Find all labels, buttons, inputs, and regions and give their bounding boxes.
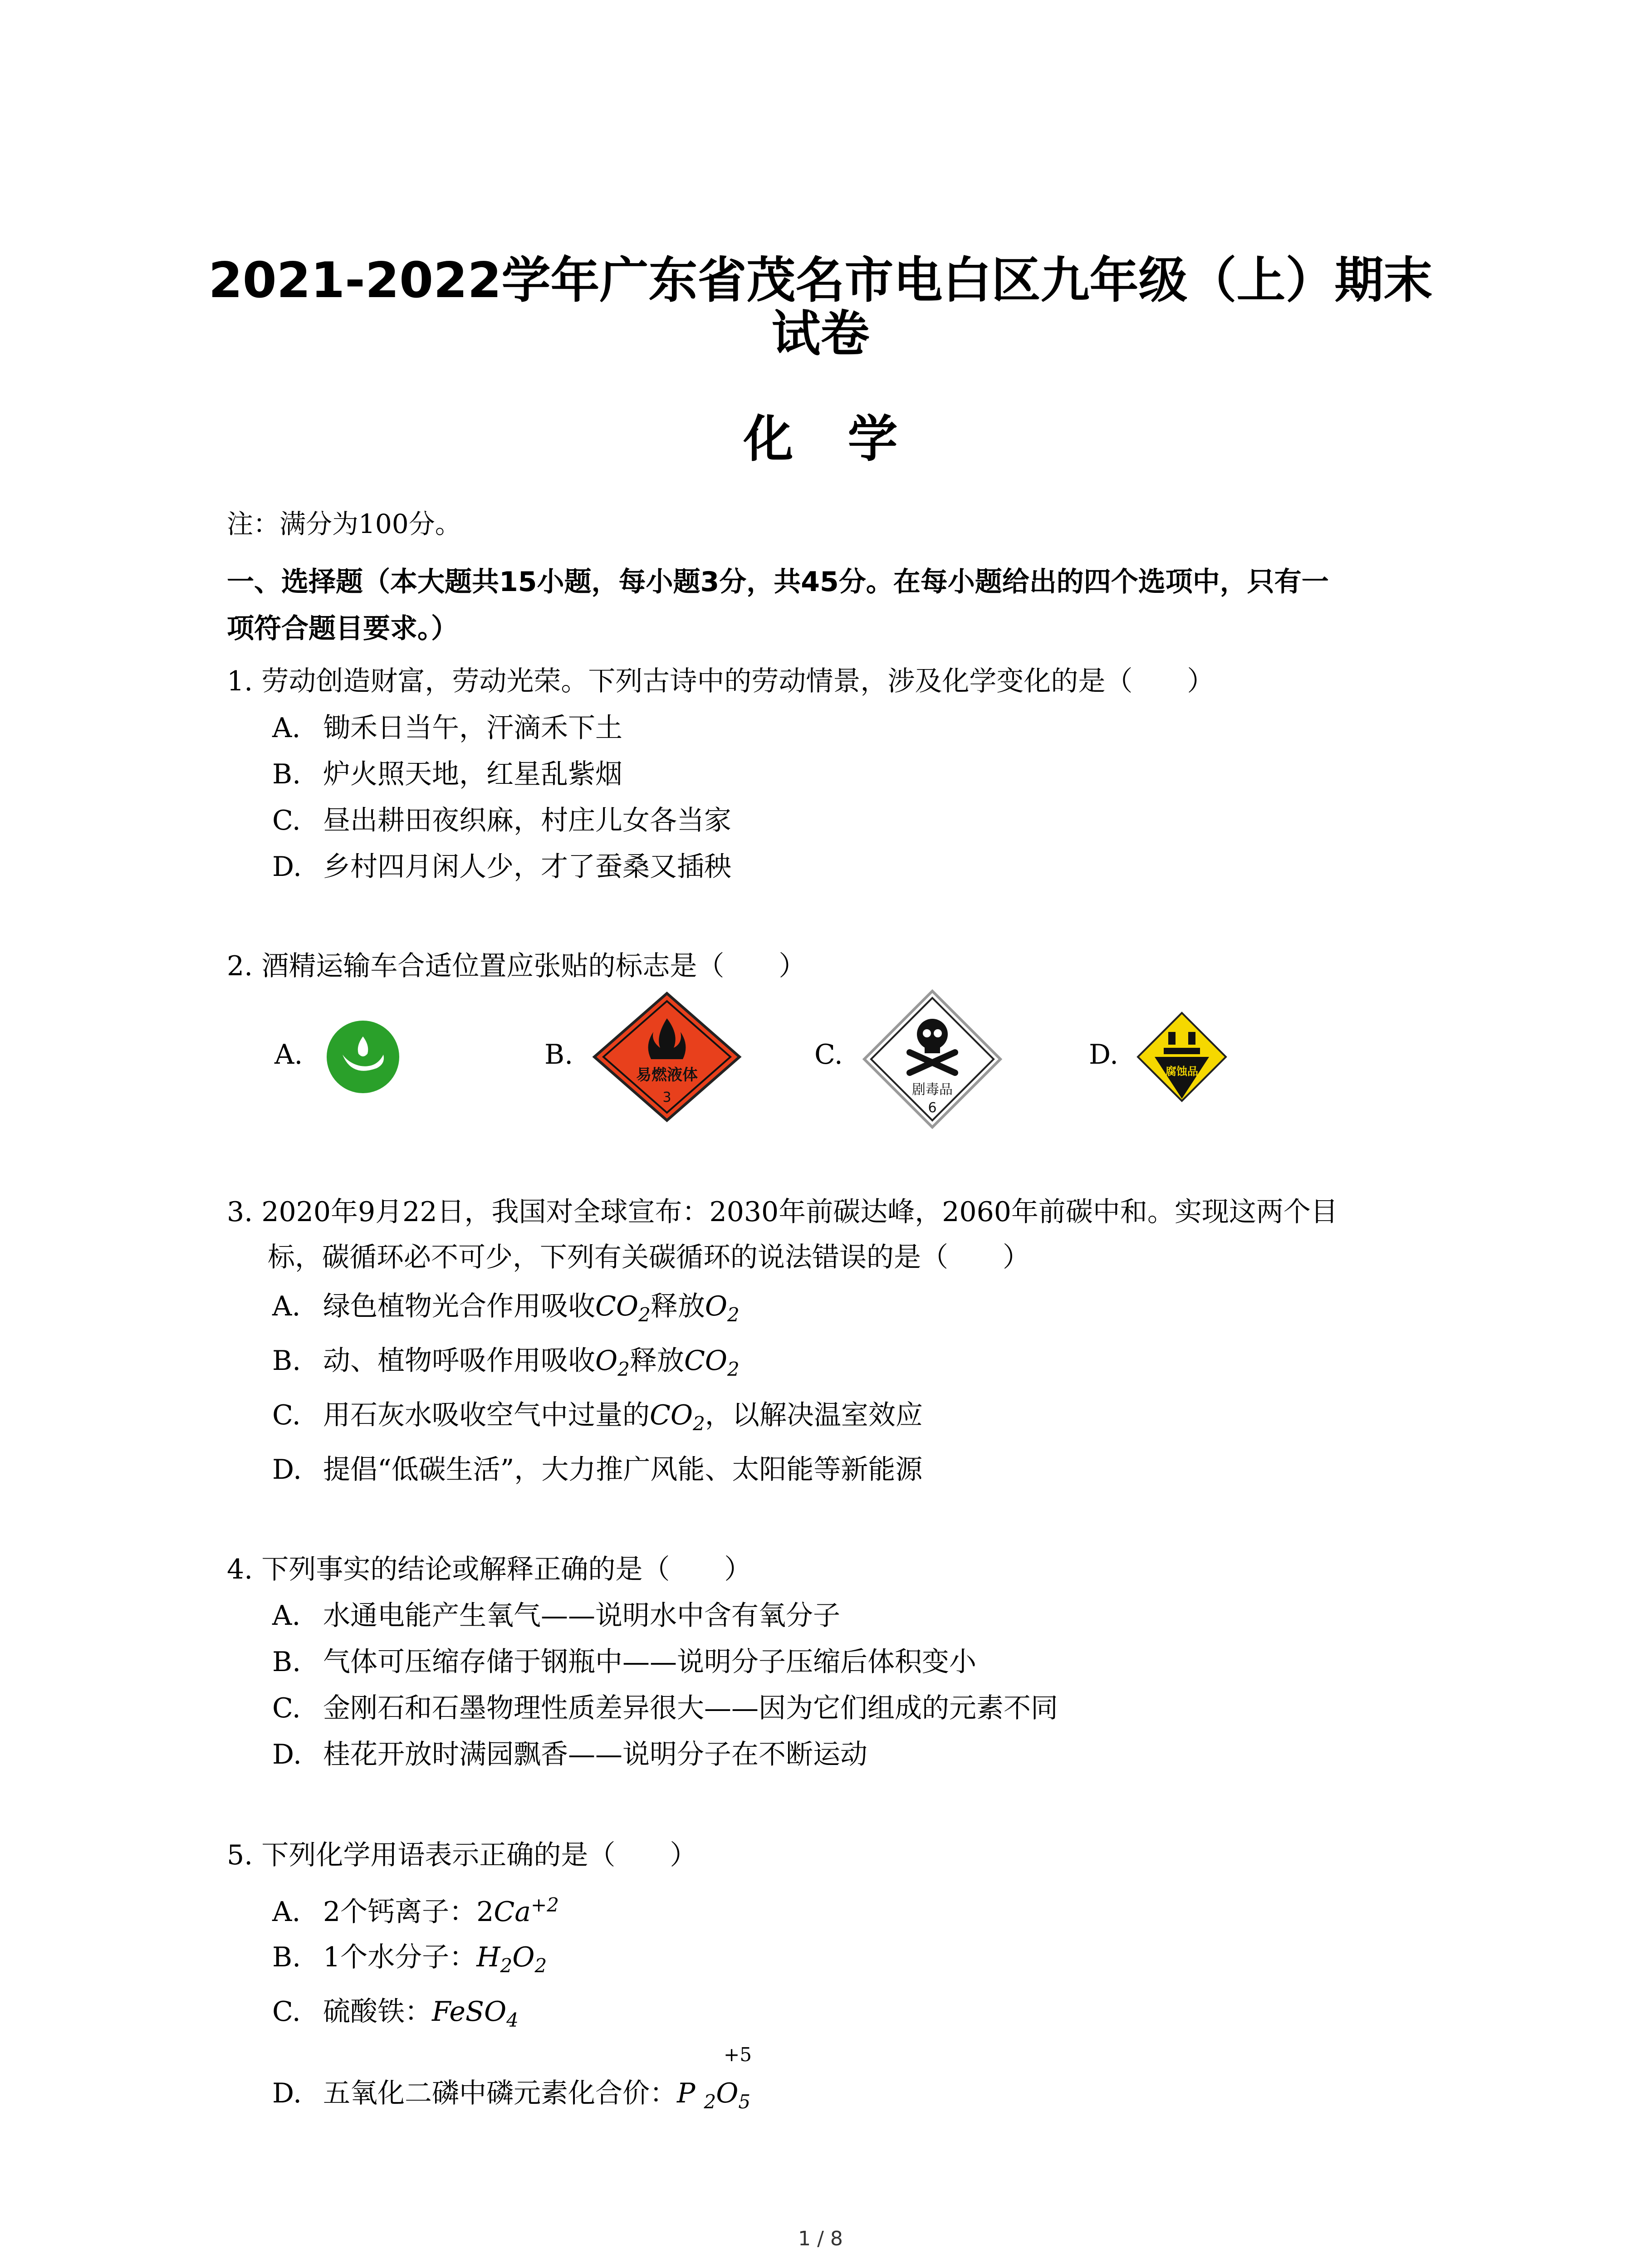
question-4-stem: 4. 下列事实的结论或解释正确的是（ ） <box>227 1554 752 1585</box>
option-label: A. <box>272 712 301 744</box>
formula: $CO_2$ <box>650 1399 705 1435</box>
option-text: 金刚石和石墨物理性质差异很大——因为它们组成的元素不同 <box>323 1692 1058 1724</box>
q1-option-d <box>272 844 731 890</box>
option-label: D. <box>272 2077 302 2109</box>
q4-option-b <box>272 1639 976 1685</box>
option-text-mid: ，以解决温室效应 <box>705 1399 923 1431</box>
option-text: 提倡“低碳生活”，大力推广风能、太阳能等新能源 <box>323 1454 923 1486</box>
option-text: 绿色植物光合作用吸收 <box>323 1290 595 1322</box>
option-text: 气体可压缩存储于钢瓶中——说明分子压缩后体积变小 <box>323 1646 976 1678</box>
section-line-2: 项符合题目要求。） <box>227 613 458 645</box>
option-label: D. <box>272 851 302 883</box>
option-label: B. <box>272 1646 301 1678</box>
q1-option-b <box>272 752 622 797</box>
option-text: 1个水分子： <box>323 1941 477 1973</box>
option-label: C. <box>272 1996 301 2028</box>
q3-option-b <box>272 1338 740 1392</box>
q2-option-c-label: C. <box>814 1039 843 1070</box>
q3-option-d <box>272 1447 922 1492</box>
option-label: D. <box>272 1739 302 1770</box>
q5-option-b <box>272 1935 547 1989</box>
sign-c-text: 剧毒品 <box>912 1082 953 1098</box>
option-text: 用石灰水吸收空气中过量的 <box>323 1399 650 1431</box>
page-number: 1 / 8 <box>798 2227 843 2250</box>
option-label: C. <box>272 1399 301 1431</box>
green-recycle-sign-icon <box>324 1018 402 1095</box>
q3-option-c <box>272 1393 923 1447</box>
option-text: 乡村四月闲人少，才了蚕桑又插秧 <box>323 851 731 883</box>
title-line-1: 2021-2022学年广东省茂名市电白区九年级（上）期末 <box>208 252 1433 309</box>
sign-b-num: 3 <box>662 1090 671 1105</box>
question-3-stem-line-1: 3. 2020年9月22日，我国对全球宣布：2030年前碳达峰，2060年前碳中和。实现这两个目 <box>227 1196 1338 1228</box>
option-text: 炉火照天地，红星乱紫烟 <box>323 758 622 790</box>
q2-option-a-label: A. <box>274 1039 303 1070</box>
option-text: 动、植物呼吸作用吸收 <box>323 1345 595 1377</box>
question-5-stem: 5. 下列化学用语表示正确的是（ ） <box>227 1839 697 1871</box>
toxic-sign-icon <box>862 989 1003 1129</box>
q2-option-b-label: B. <box>544 1039 573 1070</box>
section-line-1: 一、选择题（本大题共15小题，每小题3分，共45分。在每小题给出的四个选项中，只有一 <box>227 566 1329 598</box>
q4-option-d <box>272 1732 867 1777</box>
option-label: B. <box>272 758 301 790</box>
option-text: 昼出耕田夜织麻，村庄儿女各当家 <box>323 805 731 836</box>
sign-b-text: 易燃液体 <box>636 1066 698 1084</box>
option-text-mid: 释放 <box>629 1345 684 1377</box>
option-text: 锄禾日当午，汗滴禾下土 <box>323 712 622 744</box>
formula: P $_2O_5$ <box>677 2077 751 2113</box>
option-label: B. <box>272 1941 301 1973</box>
q5-option-d-oxidation-state: +5 <box>724 2043 752 2066</box>
question-1-stem: 1. 劳动创造财富，劳动光荣。下列古诗中的劳动情景，涉及化学变化的是（ ） <box>227 665 1215 697</box>
q5-option-c <box>272 1989 519 2043</box>
option-text: 2个钙离子：2 <box>323 1896 494 1928</box>
flammable-liquid-sign-icon <box>592 991 742 1123</box>
score-note: 注：满分为100分。 <box>227 508 461 539</box>
page-title <box>0 254 1641 361</box>
formula: $CO_2$ <box>684 1345 740 1380</box>
question-3-stem-line-2: 标，碳循环必不可少，下列有关碳循环的说法错误的是（ ） <box>268 1242 1030 1273</box>
q1-option-c <box>272 798 731 843</box>
option-label: B. <box>272 1345 301 1377</box>
q4-option-c <box>272 1686 1058 1731</box>
formula: $H_2O_2$ <box>476 1941 547 1977</box>
option-text: 桂花开放时满园飘香——说明分子在不断运动 <box>323 1739 867 1770</box>
subject-title: 化学 <box>743 410 952 468</box>
q4-option-a <box>272 1593 840 1638</box>
sign-c-num: 6 <box>928 1100 937 1116</box>
option-text-mid: 释放 <box>650 1290 705 1322</box>
formula: $O_2$ <box>705 1290 740 1326</box>
option-text: 硫酸铁： <box>323 1996 432 2028</box>
option-label: A. <box>272 1290 301 1322</box>
section-heading <box>227 559 1443 652</box>
formula: FeSO$_4$ <box>432 1996 519 2031</box>
formula: $CO_2$ <box>595 1290 651 1326</box>
formula: $O_2$ <box>595 1345 630 1380</box>
option-text: 水通电能产生氧气——说明水中含有氧分子 <box>323 1600 840 1632</box>
q2-option-d-label: D. <box>1089 1039 1119 1070</box>
option-label: C. <box>272 805 301 836</box>
formula: $Ca^{+2}$ <box>494 1894 559 1928</box>
q5-option-a <box>272 1882 559 1935</box>
option-label: C. <box>272 1692 301 1724</box>
option-label: D. <box>272 1454 302 1486</box>
option-text: 五氧化二磷中磷元素化合价： <box>323 2077 677 2109</box>
q5-option-d <box>272 2071 750 2125</box>
sign-d-text: 腐蚀品 <box>1166 1065 1198 1078</box>
title-line-2: 试卷 <box>771 306 870 362</box>
q1-option-a <box>272 705 622 751</box>
option-label: A. <box>272 1896 301 1928</box>
corrosive-sign-icon <box>1136 1012 1227 1102</box>
q3-option-a <box>272 1284 740 1338</box>
question-2-stem: 2. 酒精运输车合适位置应张贴的标志是（ ） <box>227 950 806 982</box>
option-label: A. <box>272 1600 301 1632</box>
